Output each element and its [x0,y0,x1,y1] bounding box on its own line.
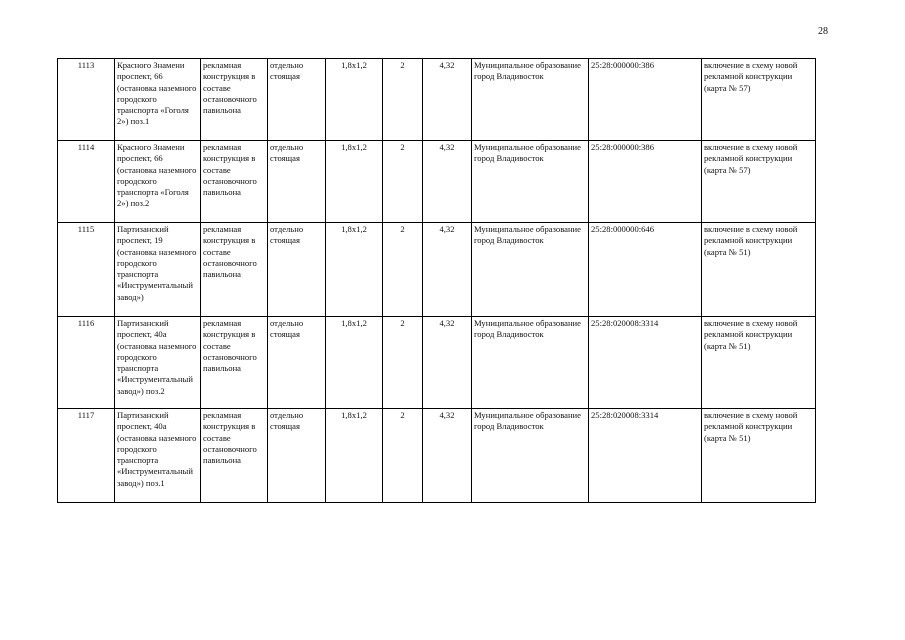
page-number: 28 [818,26,828,37]
address-cell: Партизанский проспект, 40а (остановка наземного городского транспорта «Инструментальный завод») поз.2 [115,317,201,409]
structure-type-cell: рекламная конструкция в составе остановочного павильона [201,141,268,223]
size-cell: 1,8х1,2 [326,409,383,503]
table-row [58,409,816,503]
table-row [58,223,816,317]
owner-cell: Муниципальное образование город Владивосток [472,409,589,503]
structure-type-cell: рекламная конструкция в составе остановочного павильона [201,59,268,141]
address-cell: Красного Знамени проспект, 66 (остановка наземного городского транспорта «Гоголя 2») поз.2 [115,141,201,223]
row-number: 1117 [58,409,115,503]
area-cell: 4,32 [423,223,472,317]
structure-kind-cell: отдельно стоящая [268,59,326,141]
owner-cell: Муниципальное образование город Владивосток [472,317,589,409]
area-cell: 4,32 [423,141,472,223]
address-cell: Партизанский проспект, 19 (остановка наземного городского транспорта «Инструментальный завод») [115,223,201,317]
cadastral-number-cell: 25:28:000000:386 [589,59,702,141]
structure-kind-cell: отдельно стоящая [268,317,326,409]
structure-kind-cell: отдельно стоящая [268,223,326,317]
area-cell: 4,32 [423,317,472,409]
advertising-structures-table [57,58,816,503]
size-cell: 1,8х1,2 [326,59,383,141]
table-row [58,141,816,223]
size-cell: 1,8х1,2 [326,223,383,317]
cadastral-number-cell: 25:28:000000:386 [589,141,702,223]
owner-cell: Муниципальное образование город Владивосток [472,59,589,141]
cadastral-number-cell: 25:28:000000:646 [589,223,702,317]
sides-cell: 2 [383,141,423,223]
address-cell: Красного Знамени проспект, 66 (остановка наземного городского транспорта «Гоголя 2») поз.1 [115,59,201,141]
row-number: 1115 [58,223,115,317]
owner-cell: Муниципальное образование город Владивосток [472,223,589,317]
structure-type-cell: рекламная конструкция в составе остановочного павильона [201,317,268,409]
structure-type-cell: рекламная конструкция в составе остановочного павильона [201,409,268,503]
row-number: 1116 [58,317,115,409]
note-cell: включение в схему новой рекламной конструкции (карта № 51) [702,223,816,317]
size-cell: 1,8х1,2 [326,141,383,223]
owner-cell: Муниципальное образование город Владивосток [472,141,589,223]
address-cell: Партизанский проспект, 40а (остановка наземного городского транспорта «Инструментальный завод») поз.1 [115,409,201,503]
row-number: 1114 [58,141,115,223]
row-number: 1113 [58,59,115,141]
note-cell: включение в схему новой рекламной конструкции (карта № 51) [702,409,816,503]
structure-type-cell: рекламная конструкция в составе остановочного павильона [201,223,268,317]
sides-cell: 2 [383,223,423,317]
structure-kind-cell: отдельно стоящая [268,409,326,503]
cadastral-number-cell: 25:28:020008:3314 [589,409,702,503]
sides-cell: 2 [383,317,423,409]
cadastral-number-cell: 25:28:020008:3314 [589,317,702,409]
sides-cell: 2 [383,59,423,141]
structure-kind-cell: отдельно стоящая [268,141,326,223]
note-cell: включение в схему новой рекламной конструкции (карта № 51) [702,317,816,409]
table-row [58,317,816,409]
note-cell: включение в схему новой рекламной конструкции (карта № 57) [702,141,816,223]
area-cell: 4,32 [423,59,472,141]
table-row [58,59,816,141]
area-cell: 4,32 [423,409,472,503]
sides-cell: 2 [383,409,423,503]
size-cell: 1,8х1,2 [326,317,383,409]
note-cell: включение в схему новой рекламной конструкции (карта № 57) [702,59,816,141]
